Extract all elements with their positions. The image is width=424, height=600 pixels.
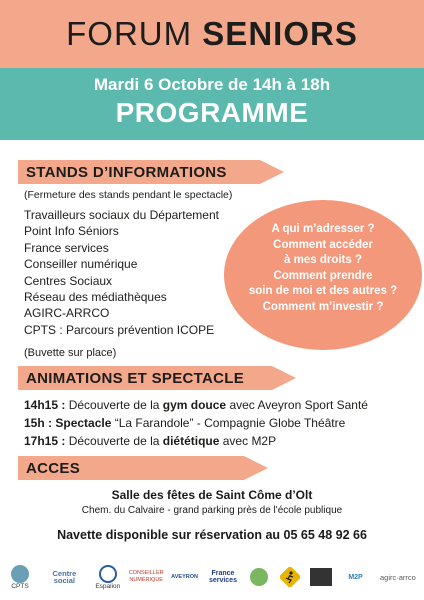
acces-banner bbox=[18, 456, 244, 480]
programme-heading: PROGRAMME bbox=[115, 97, 309, 128]
animation-row bbox=[24, 396, 368, 414]
cpts-logo bbox=[6, 565, 34, 590]
animation-row bbox=[24, 414, 368, 432]
animations-banner bbox=[18, 366, 272, 390]
mediatheques-logo bbox=[248, 568, 270, 586]
animation-text: “La Farandole” - Compagnie Globe Théâtre bbox=[111, 416, 346, 430]
mediatheques-mark-icon bbox=[250, 568, 268, 586]
animation-text: Découverte de la bbox=[65, 398, 163, 412]
runner-icon bbox=[280, 567, 300, 587]
event-date: Mardi 6 Octobre de 14h à 18h bbox=[93, 75, 331, 94]
question-line: Comment m’investir ? bbox=[262, 300, 384, 313]
title-forum: FORUM bbox=[66, 15, 193, 52]
buvette-note: (Buvette sur place) bbox=[24, 347, 117, 359]
logo-text: CPTS bbox=[11, 582, 29, 590]
list-item: Réseau des médiathèques bbox=[24, 290, 167, 305]
stands-note: (Fermeture des stands pendant le spectacle) bbox=[24, 189, 233, 201]
animation-row bbox=[24, 432, 368, 450]
animation-highlight: gym douce bbox=[162, 398, 227, 412]
logo-text: Espalion bbox=[95, 582, 121, 590]
animation-text: avec Aveyron Sport Santé bbox=[226, 398, 368, 412]
acces-heading: ACCES bbox=[26, 459, 81, 477]
question-line: soin de moi et des autres ? bbox=[248, 285, 398, 298]
question-line: A qui m’adresser ? bbox=[271, 223, 375, 235]
list-item: Point Info Séniors bbox=[24, 224, 119, 239]
sport-sante-logo bbox=[279, 567, 301, 587]
animation-time: 17h15 : bbox=[24, 434, 66, 448]
animations-list bbox=[24, 396, 368, 450]
logo-text: agirc·arrco bbox=[379, 572, 416, 582]
france-services-logo bbox=[206, 570, 240, 584]
logo-text: CONSEILLER NUMÉRIQUE bbox=[128, 570, 164, 583]
animation-time: 15h : bbox=[24, 416, 53, 430]
logo-text: France services bbox=[208, 570, 237, 584]
logo-text: AVEYRON bbox=[171, 573, 198, 580]
animation-text: avec M2P bbox=[219, 434, 277, 448]
animations-heading: ANIMATIONS ET SPECTACLE bbox=[26, 369, 245, 387]
espalion-logo bbox=[95, 565, 121, 590]
question-line: à mes droits ? bbox=[284, 254, 362, 267]
list-item: CPTS : Parcours prévention ICOPE bbox=[24, 322, 215, 337]
animation-highlight: Spectacle bbox=[55, 416, 112, 430]
agirc-arrco-logo bbox=[378, 574, 418, 581]
venue-name: Salle des fêtes de Saint Côme d’Olt bbox=[111, 488, 313, 502]
venue-address: Chem. du Calvaire - grand parking près de l'école publique bbox=[81, 505, 343, 516]
espalion-mark-icon bbox=[99, 565, 117, 583]
animation-text: Découverte de la bbox=[65, 434, 163, 448]
conseiller-numerique-logo bbox=[129, 570, 163, 584]
question-line: Comment accéder bbox=[273, 238, 373, 251]
logo-text: Centre social bbox=[52, 569, 77, 585]
partner-logos bbox=[6, 560, 418, 594]
cpts-mark-icon bbox=[11, 565, 29, 583]
animation-time: 14h15 : bbox=[24, 398, 66, 412]
list-item: Conseiller numérique bbox=[24, 257, 138, 272]
title-seniors: SENIORS bbox=[202, 15, 358, 52]
globe-theatre-logo bbox=[309, 568, 333, 586]
stands-banner bbox=[18, 160, 260, 184]
aveyron-logo bbox=[172, 574, 198, 581]
page-title bbox=[0, 14, 424, 54]
m2p-logo bbox=[342, 574, 370, 581]
stands-list bbox=[24, 207, 219, 338]
questions-text bbox=[224, 222, 422, 316]
list-item: France services bbox=[24, 240, 109, 255]
shuttle-info: Navette disponible sur réservation au 05 65 48 92 66 bbox=[57, 528, 367, 542]
animation-highlight: diététique bbox=[162, 434, 220, 448]
list-item: Centres Sociaux bbox=[24, 273, 113, 288]
logo-text: M2P bbox=[348, 573, 363, 581]
centre-social-logo bbox=[42, 570, 86, 584]
globe-theatre-mark-icon bbox=[310, 568, 332, 586]
question-line: Comment prendre bbox=[273, 269, 373, 282]
list-item: Travailleurs sociaux du Département bbox=[24, 208, 219, 222]
list-item: AGIRC-ARRCO bbox=[24, 306, 110, 321]
stands-heading: STANDS D’INFORMATIONS bbox=[26, 163, 227, 181]
